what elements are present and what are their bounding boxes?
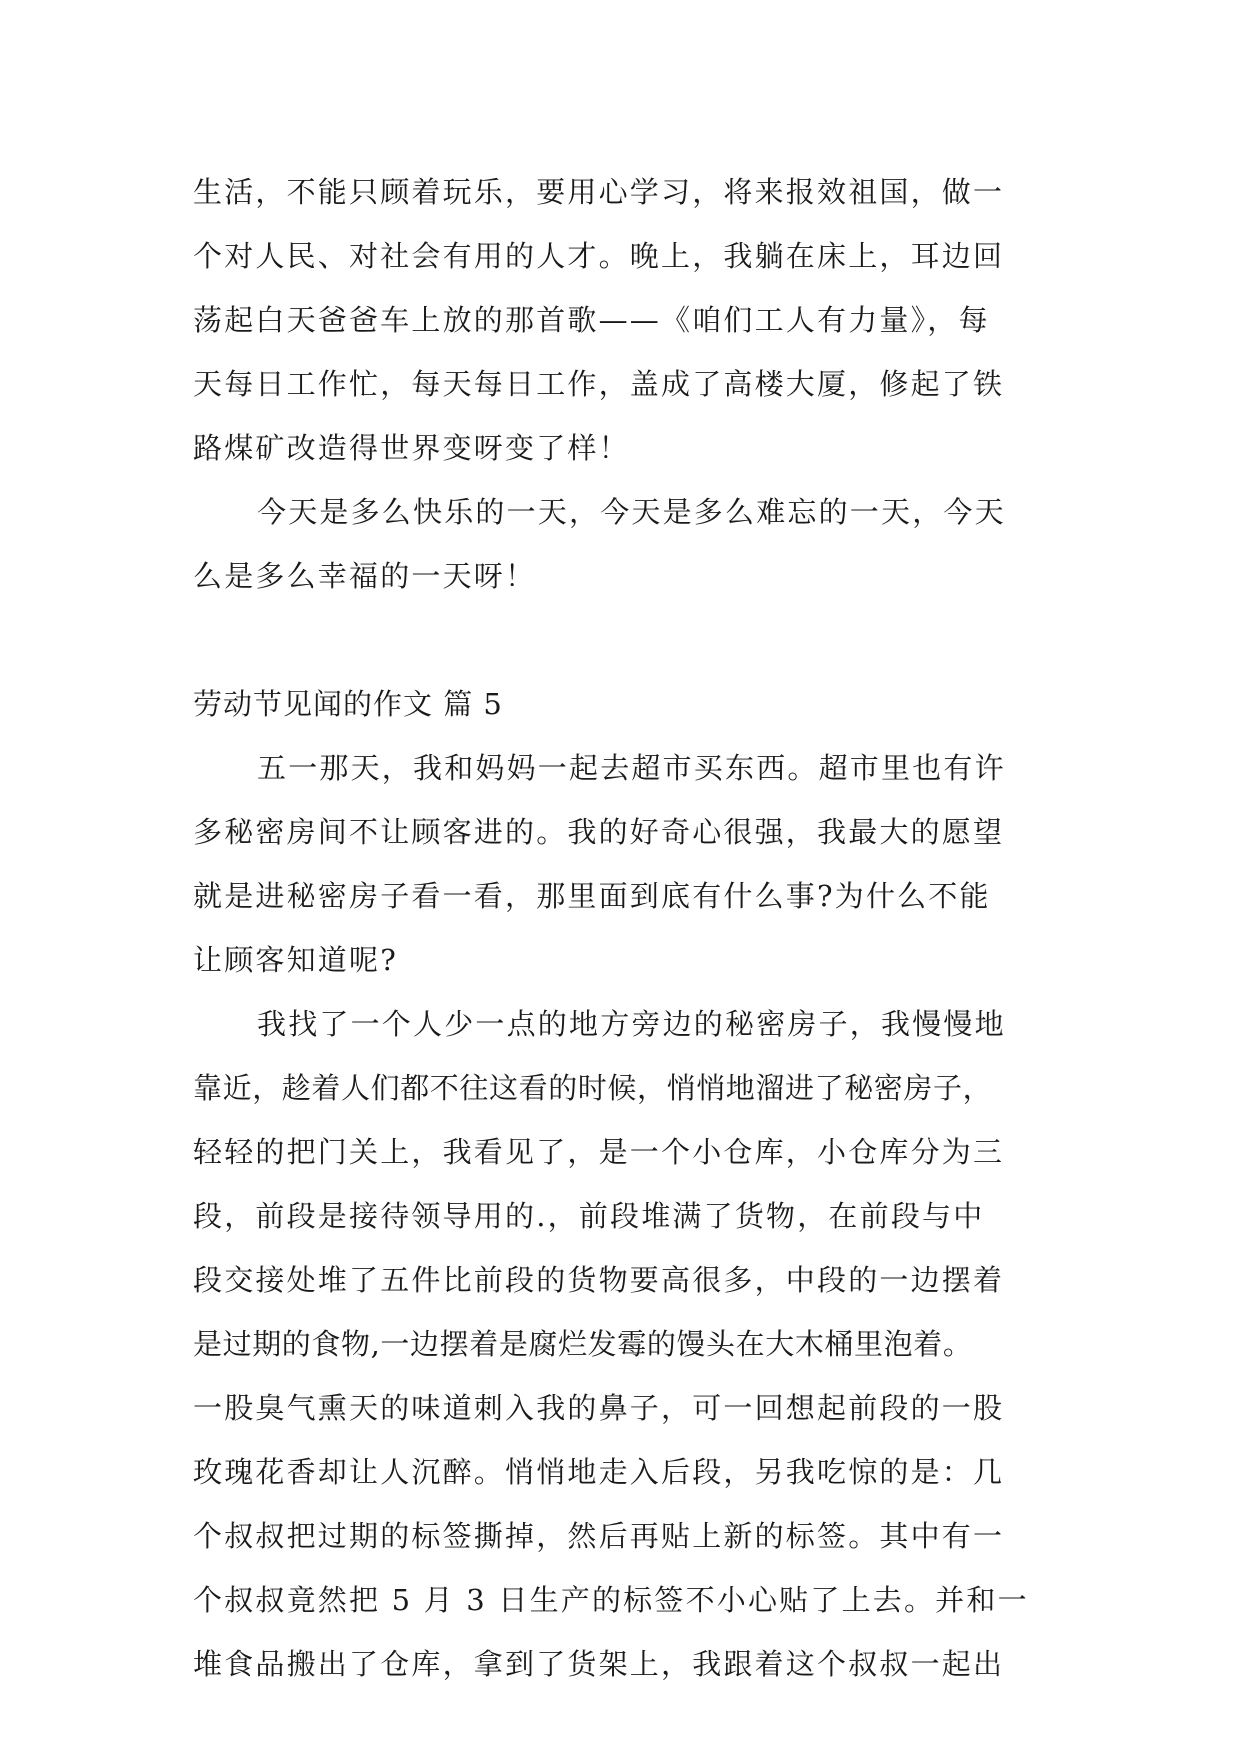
text-line: 我找了一个人少一点的地方旁边的秘密房子，我慢慢地 — [257, 1007, 1006, 1041]
text-line: 个叔叔把过期的标签撕掉，然后再贴上新的标签。其中有一 — [193, 1519, 1005, 1553]
paragraph-2 — [193, 992, 1053, 1696]
text-line: 个对人民、对社会有用的人才。晚上，我躺在床上，耳边回 — [193, 239, 1005, 273]
text-line: 轻轻的把门关上，我看见了，是一个小仓库，小仓库分为三 — [193, 1135, 1005, 1169]
section-spacer — [193, 608, 1053, 672]
text-line: 玫瑰花香却让人沉醉。悄悄地走入后段，另我吃惊的是：几 — [193, 1455, 1005, 1489]
text-line: 就是进秘密房子看一看，那里面到底有什么事?为什么不能 — [193, 879, 991, 913]
paragraph-continuation — [193, 160, 1053, 480]
text-line: 五一那天，我和妈妈一起去超市买东西。超市里也有许 — [257, 751, 1006, 785]
text-line: 天每日工作忙，每天每日工作，盖成了高楼大厦，修起了铁 — [193, 367, 1005, 401]
text-line: 多秘密房间不让顾客进的。我的好奇心很强，我最大的愿望 — [193, 815, 1005, 849]
document-body — [193, 160, 1053, 1696]
text-line: 段交接处堆了五件比前段的货物要高很多，中段的一边摆着 — [193, 1263, 1005, 1297]
text-line: 靠近，趁着人们都不往这看的时候，悄悄地溜进了秘密房子， — [193, 1071, 993, 1105]
text-line: 段，前段是接待领导用的.，前段堆满了货物，在前段与中 — [193, 1199, 985, 1233]
text-line: 个叔叔竟然把 5 月 3 日生产的标签不小心贴了上去。并和一 — [193, 1583, 1029, 1617]
text-line: 一股臭气熏天的味道刺入我的鼻子，可一回想起前段的一股 — [193, 1391, 1005, 1425]
section-heading: 劳动节见闻的作文 篇 5 — [193, 687, 503, 721]
text-line: 让顾客知道呢? — [193, 943, 398, 977]
paragraph-1 — [193, 736, 1053, 992]
text-line: 荡起白天爸爸车上放的那首歌——《咱们工人有力量》，每 — [193, 303, 990, 337]
text-line: 路煤矿改造得世界变呀变了样！ — [193, 431, 630, 465]
text-line: 是过期的食物,一边摆着是腐烂发霉的馒头在大木桶里泡着。 — [193, 1327, 973, 1361]
text-line: 今天是多么快乐的一天，今天是多么难忘的一天，今天 — [257, 495, 1006, 529]
text-line: 么是多么幸福的一天呀！ — [193, 559, 537, 593]
paragraph-closing — [193, 480, 1053, 608]
text-line: 生活，不能只顾着玩乐，要用心学习，将来报效祖国，做一 — [193, 175, 1005, 209]
text-line: 堆食品搬出了仓库，拿到了货架上，我跟着这个叔叔一起出 — [193, 1647, 1005, 1681]
